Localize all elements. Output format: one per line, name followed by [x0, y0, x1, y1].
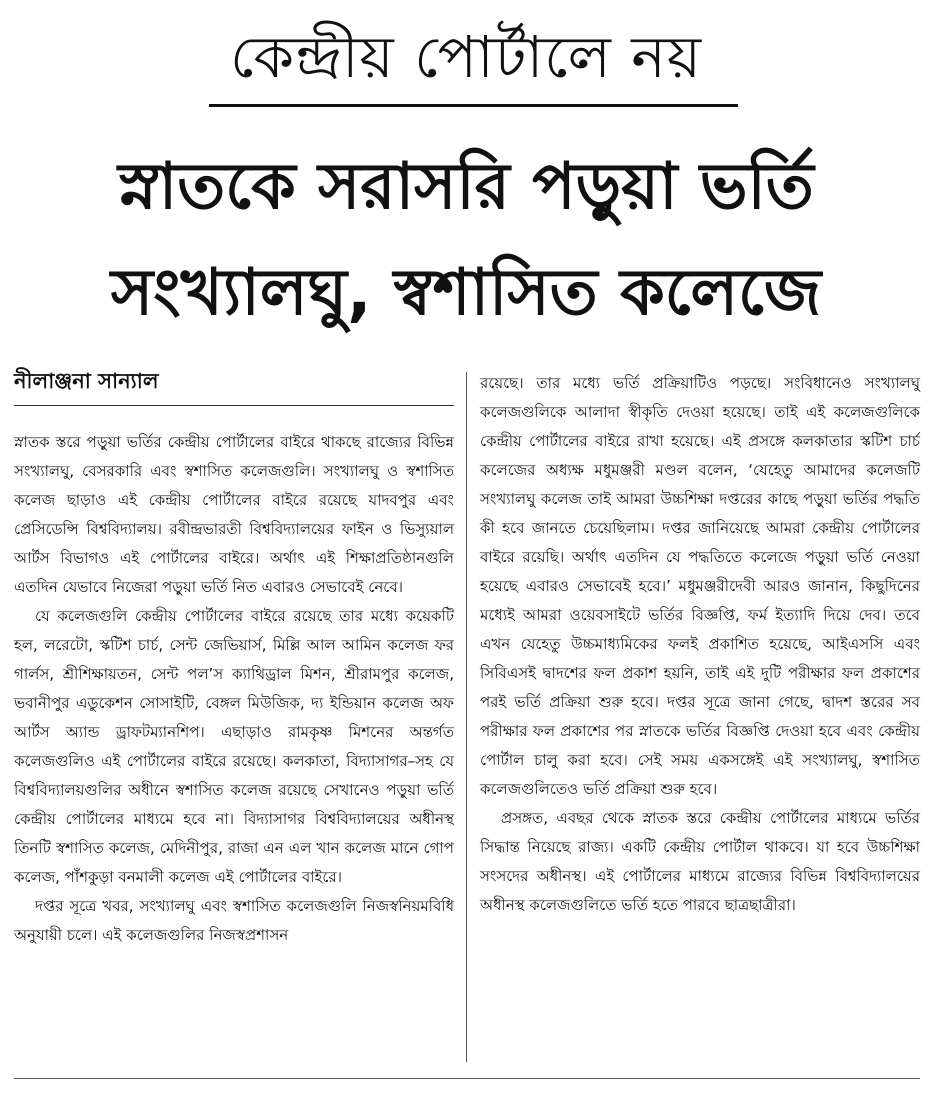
left-paragraph-1: স্নাতক স্তরে পড়ুয়া ভর্তির কেন্দ্রীয় পোর্টালের বাইরে থাকছে রাজ্যের বিভিন্ন সংখ্যালঘু, বেসরকারি এবং স্বশাসিত কলেজগুলি। সংখ্যালঘু ও স্বশাসিত কলেজ ছাড়াও এই কেন্দ্রীয় পোর্টালের বাইরে রয়েছে যাদবপুর এবং প্রেসিডেন্সি বিশ্ববিদ্যালয়। রবীন্দ্রভারতী বিশ্ববিদ্যালয়ের ফাইন ও ভিস্যুয়াল আর্টস বিভাগও এই পোর্টালের বাইরে। অর্থাৎ এই শিক্ষাপ্রতিষ্ঠানগুলি এতদিন যেভাবে নিজেরা পড়ুয়া ভর্তি নিত এবারও সেভাবেই নেবে। — [14, 433, 454, 596]
kicker-title: কেন্দ্রীয় পোর্টালে নয় — [229, 23, 703, 91]
bottom-divider — [14, 1078, 920, 1079]
byline-divider — [14, 405, 454, 406]
headline-line-1: স্নাতকে সরাসরি পড়ুয়া ভর্তি — [118, 150, 814, 224]
kicker-underline — [209, 104, 738, 107]
left-paragraph-2: যে কলেজগুলি কেন্দ্রীয় পোর্টালের বাইরে রয়েছে তার মধ্যে কয়েকটি হল, লরেটো, স্কটিশ চার্চ, সেন্ট জেভিয়ার্স, মিল্লি আল আমিন কলেজ ফর গার্লস, শ্রীশিক্ষায়তন, সেন্ট পল’স ক্যাথিড্রাল মিশন, শ্রীরামপুর কলেজ, ভবানীপুর এডুকেশন সোসাইটি, বেঙ্গল মিউজিক, দ্য ইন্ডিয়ান কলেজ অফ আর্টস অ্যান্ড ড্রাফটম্যানশিপ। এছাড়াও রামকৃষ্ণ মিশনের অন্তর্গত কলেজগুলিও এই পোর্টালের বাইরে রয়েছে। কলকাতা, বিদ্যাসাগর–সহ যে বিশ্ববিদ্যালয়গুলির অধীনে স্বশাসিত কলেজ রয়েছে সেখানেও পড়ুয়া ভর্তি কেন্দ্রীয় পোর্টালের মাধ্যমে হবে না। বিদ্যাসাগর বিশ্ববিদ্যালয়ের অধীনস্থ তিনটি স্বশাসিত কলেজ, মেদিনীপুর, রাজা এন এল খান কলেজ মানে গোপ কলেজ, পাঁশকুড়া বনমালী কলেজ এই পোর্টালের বাইরে। — [14, 607, 454, 886]
right-column — [480, 369, 920, 920]
left-column — [14, 428, 454, 950]
column-divider — [466, 372, 467, 1062]
right-paragraph-1: রয়েছে। তার মধ্যে ভর্তি প্রক্রিয়াটিও পড়ছে। সংবিধানেও সংখ্যালঘু কলেজগুলিকে আলাদা স্বীকৃতি দেওয়া হয়েছে। তাই এই কলেজগুলিকে কেন্দ্রীয় পোর্টালের বাইরে রাখা হয়েছে। এই প্রসঙ্গে কলকাতার স্কটিশ চার্চ কলেজের অধ্যক্ষ মধুমঞ্জরী মণ্ডল বলেন, ‘যেহেতু আমাদের কলেজটি সংখ্যালঘু কলেজ তাই আমরা উচ্চশিক্ষা দপ্তরের কাছে পড়ুয়া ভর্তির পদ্ধতি কী হবে জানতে চেয়েছিলাম। দপ্তর জানিয়েছে আমরা কেন্দ্রীয় পোর্টালের বাইরে রয়েছি। অর্থাৎ এতদিন যে পদ্ধতিতে কলেজে পড়ুয়া ভর্তি নেওয়া হয়েছে এবারও সেভাবেই হবে।’ মধুমঞ্জরীদেবী আরও জানান, কিছুদিনের মধ্যেই আমরা ওয়েবসাইটে ভর্তির বিজ্ঞপ্তি, ফর্ম ইত্যাদি দিয়ে দেব। তবে এখন যেহেতু উচ্চমাধ্যমিকের ফলই প্রকাশিত হয়েছে, আইএসসি এবং সিবিএসই দ্বাদশের ফল প্রকাশ হয়নি, তাই এই দুটি পরীক্ষার ফল প্রকাশের পরই ভর্তি প্রক্রিয়া শুরু হবে। দপ্তর সূত্রে জানা গেছে, দ্বাদশ স্তরের সব পরীক্ষার ফল প্রকাশের পর স্নাতকে ভর্তির বিজ্ঞপ্তি দেওয়া হবে এবং কেন্দ্রীয় পোর্টাল চালু করা হবে। সেই সময় একসঙ্গেই এই সংখ্যালঘু, স্বশাসিত কলেজগুলিতেও ভর্তি প্রক্রিয়া শুরু হবে। — [480, 374, 920, 798]
left-paragraph-3: দপ্তর সূত্রে খবর, সংখ্যালঘু এবং স্বশাসিত কলেজগুলি নিজস্বনিয়মবিধি অনুযায়ী চলে। এই কলেজগুলির নিজস্বপ্রশাসন — [14, 897, 454, 944]
headline-line-2: সংখ্যালঘু, স্বশাসিত কলেজে — [110, 256, 822, 330]
byline: নীলাঞ্জনা সান্যাল — [14, 369, 159, 393]
right-paragraph-2: প্রসঙ্গত, এবছর থেকে স্নাতক স্তরে কেন্দ্রীয় পোর্টালের মাধ্যমে ভর্তির সিদ্ধান্ত নিয়েছে রাজ্য। একটি কেন্দ্রীয় পোর্টাল থাকবে। যা হবে উচ্চশিক্ষা সংসদের অধীনস্থ। এই পোর্টালের মাধ্যমে রাজ্যের বিভিন্ন বিশ্ববিদ্যালয়ের অধীনস্থ কলেজগুলিতে ভর্তি হতে পারবে ছাত্রছাত্রীরা। — [480, 809, 920, 914]
